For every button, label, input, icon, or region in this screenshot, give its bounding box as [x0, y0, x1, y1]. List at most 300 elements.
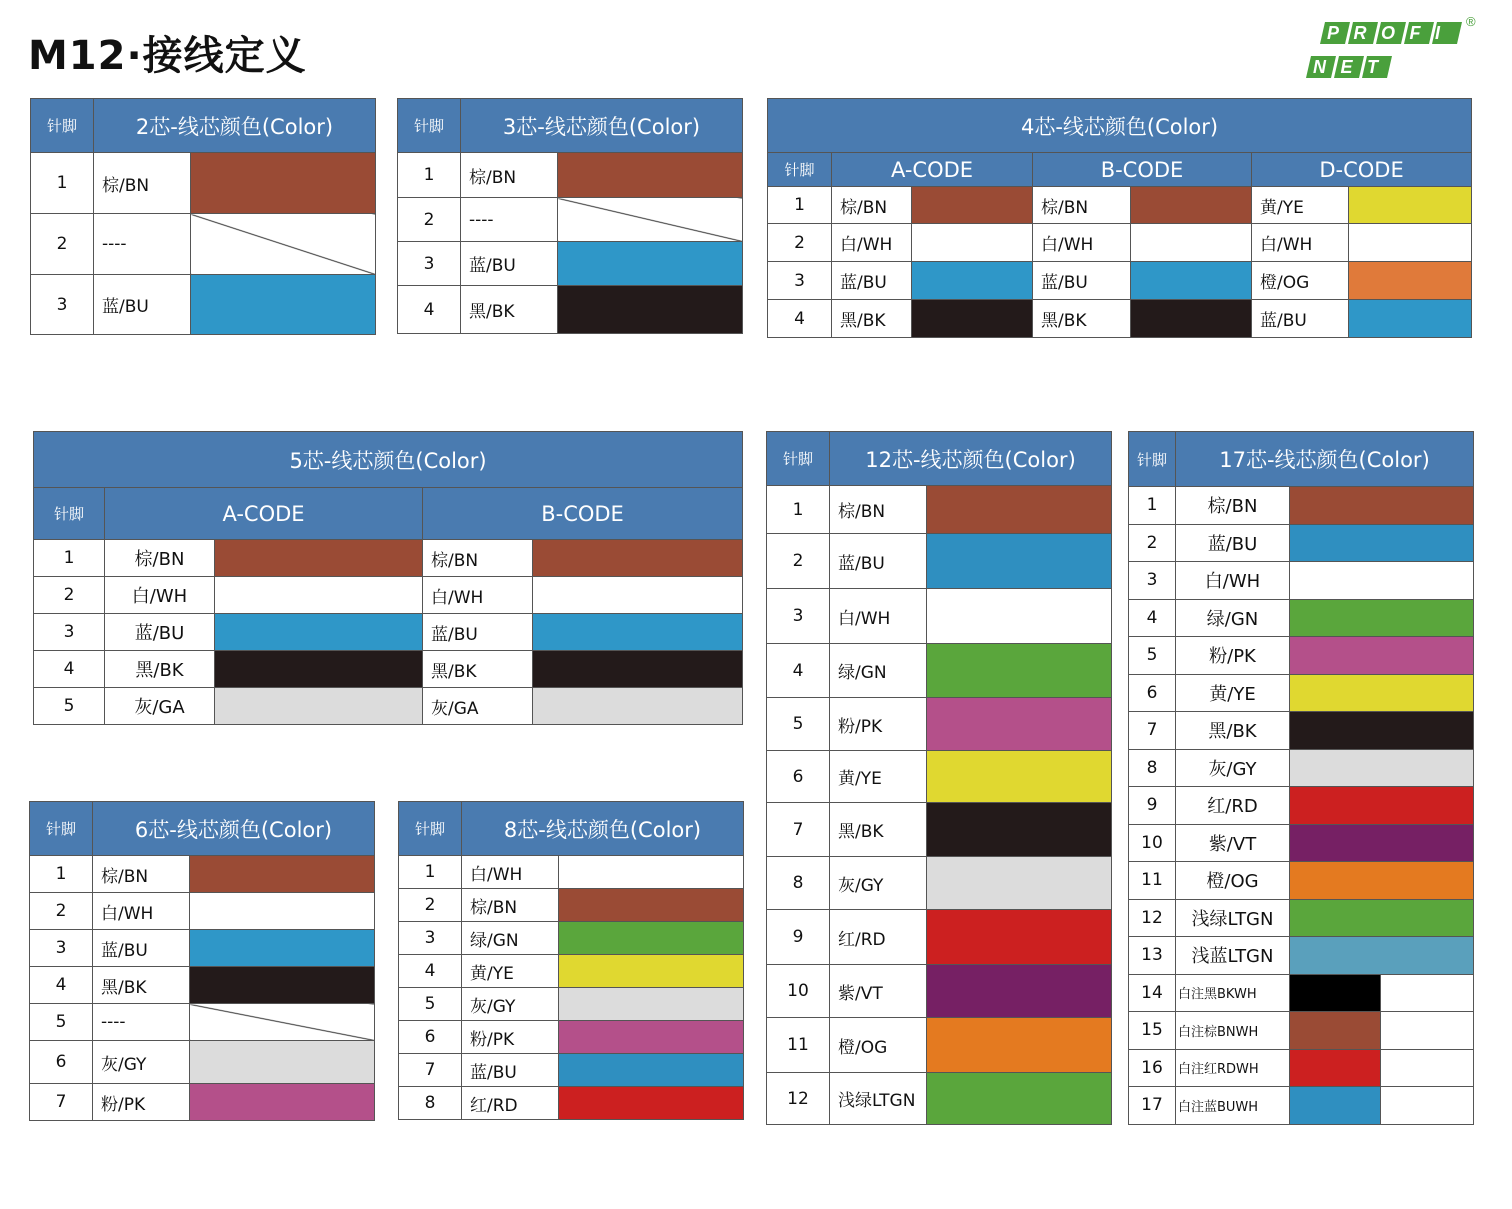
wire-color-label: 红/RD — [1176, 787, 1290, 825]
pin-number: 8 — [399, 1087, 462, 1120]
table-title: 2芯-线芯颜色(Color) — [94, 99, 376, 153]
table-row — [34, 577, 743, 614]
table-row — [30, 967, 375, 1004]
wire-color-swatch — [1290, 974, 1381, 1012]
table-row — [34, 651, 743, 688]
b-code-swatch — [533, 688, 743, 725]
table-row — [30, 1004, 375, 1041]
wire-color-label: 蓝/BU — [1176, 524, 1290, 562]
table-row — [399, 889, 744, 922]
a-code-swatch — [215, 540, 423, 577]
white-stripe-swatch — [1381, 1087, 1474, 1125]
table-row — [1129, 862, 1474, 900]
pin-number: 2 — [768, 224, 832, 262]
wire-color-swatch — [190, 893, 375, 930]
table-title: 8芯-线芯颜色(Color) — [462, 802, 744, 856]
table-row — [767, 751, 1112, 803]
pin-number: 6 — [1129, 674, 1176, 712]
pin-number: 3 — [31, 275, 94, 335]
table-row — [398, 198, 743, 242]
table-row — [1129, 1049, 1474, 1087]
table-17-core — [1128, 431, 1474, 1125]
wire-color-swatch — [927, 751, 1112, 803]
wire-color-label: 棕/BN — [830, 486, 927, 534]
table-row — [1129, 787, 1474, 825]
table-row — [34, 614, 743, 651]
pin-header: 针脚 — [1129, 432, 1176, 487]
wire-color-swatch — [191, 275, 376, 335]
wire-color-swatch — [1290, 562, 1474, 600]
d-code-swatch — [1349, 187, 1472, 224]
wire-color-label: 浅绿LTGN — [1176, 899, 1290, 937]
logo-text-top: PROFI — [1327, 23, 1455, 43]
pin-number: 7 — [30, 1084, 93, 1121]
pin-number: 12 — [767, 1073, 830, 1125]
wire-color-swatch — [190, 856, 375, 893]
wire-color-label: 绿/GN — [1176, 599, 1290, 637]
pin-number: 3 — [399, 922, 462, 955]
table-row — [30, 893, 375, 930]
pin-number: 10 — [1129, 824, 1176, 862]
wire-color-label: 黑/BK — [830, 803, 927, 857]
wire-color-swatch — [1290, 674, 1474, 712]
pin-number: 4 — [399, 955, 462, 988]
pin-number: 6 — [399, 1021, 462, 1054]
table-row — [399, 1054, 744, 1087]
code-header-b: B-CODE — [423, 488, 743, 540]
pin-header: 针脚 — [768, 153, 832, 187]
wire-color-swatch — [559, 1087, 744, 1120]
pin-number: 4 — [398, 286, 461, 334]
table-6-core — [29, 801, 375, 1121]
b-code-label: 白/WH — [423, 577, 533, 614]
table-row — [34, 688, 743, 725]
a-code-swatch — [215, 651, 423, 688]
code-header-a: A-CODE — [832, 153, 1033, 187]
pin-number: 8 — [767, 857, 830, 910]
b-code-swatch — [533, 540, 743, 577]
a-code-label: 黑/BK — [832, 300, 912, 338]
pin-number: 2 — [31, 214, 94, 275]
table-row — [30, 856, 375, 893]
table-row — [767, 803, 1112, 857]
wire-color-swatch — [927, 534, 1112, 589]
wire-color-label: 紫/VT — [830, 965, 927, 1018]
table-row — [399, 856, 744, 889]
wire-color-swatch — [1290, 712, 1474, 750]
wire-color-label: 白注黑BKWH — [1176, 974, 1290, 1012]
wire-color-swatch — [558, 242, 743, 286]
wire-color-swatch — [1290, 524, 1474, 562]
wire-color-label: 黄/YE — [830, 751, 927, 803]
wire-color-label: 绿/GN — [462, 922, 559, 955]
table-row — [1129, 562, 1474, 600]
wire-color-swatch — [1290, 1087, 1381, 1125]
table-row — [1129, 899, 1474, 937]
wire-color-label: 粉/PK — [830, 698, 927, 751]
pin-number: 2 — [398, 198, 461, 242]
wire-color-label: 白/WH — [462, 856, 559, 889]
wire-color-swatch — [559, 889, 744, 922]
table-row — [31, 275, 376, 335]
pin-number: 1 — [768, 187, 832, 224]
wire-color-label: 黄/YE — [1176, 674, 1290, 712]
table-row — [767, 1018, 1112, 1073]
a-code-label: 黑/BK — [105, 651, 215, 688]
wire-color-swatch — [190, 930, 375, 967]
wire-color-label: 橙/OG — [1176, 862, 1290, 900]
b-code-label: 棕/BN — [1033, 187, 1131, 224]
table-title: 5芯-线芯颜色(Color) — [34, 432, 743, 488]
b-code-label: 黑/BK — [1033, 300, 1131, 338]
table-row — [768, 262, 1472, 300]
wire-color-label: 红/RD — [462, 1087, 559, 1120]
wire-color-swatch — [558, 286, 743, 334]
table-row — [399, 922, 744, 955]
pin-number: 2 — [34, 577, 105, 614]
a-code-label: 棕/BN — [832, 187, 912, 224]
pin-number: 4 — [1129, 599, 1176, 637]
pin-number: 2 — [30, 893, 93, 930]
wire-color-label: 蓝/BU — [461, 242, 558, 286]
b-code-swatch — [1131, 300, 1252, 338]
b-code-swatch — [533, 614, 743, 651]
a-code-label: 蓝/BU — [105, 614, 215, 651]
pin-number: 3 — [1129, 562, 1176, 600]
wire-color-swatch — [559, 955, 744, 988]
table-row — [30, 1041, 375, 1084]
wire-color-swatch — [1290, 787, 1474, 825]
table-row — [767, 1073, 1112, 1125]
pin-number: 5 — [1129, 637, 1176, 675]
a-code-label: 灰/GA — [105, 688, 215, 725]
wire-color-swatch — [927, 589, 1112, 644]
pin-number: 7 — [399, 1054, 462, 1087]
b-code-label: 蓝/BU — [423, 614, 533, 651]
d-code-swatch — [1349, 300, 1472, 338]
pin-number: 1 — [31, 153, 94, 214]
table-row — [399, 1087, 744, 1120]
d-code-label: 黄/YE — [1252, 187, 1349, 224]
pin-number: 4 — [34, 651, 105, 688]
table-row — [399, 988, 744, 1021]
table-row — [31, 153, 376, 214]
page-title: M12·接线定义 — [28, 33, 307, 79]
pin-number: 4 — [30, 967, 93, 1004]
table-8-core — [398, 801, 744, 1120]
wire-color-label: 棕/BN — [461, 153, 558, 198]
wire-color-swatch — [927, 698, 1112, 751]
wire-color-swatch — [927, 857, 1112, 910]
pin-number: 5 — [399, 988, 462, 1021]
table-row — [399, 1021, 744, 1054]
wire-color-label: ---- — [94, 214, 191, 275]
registered-mark: ® — [1466, 14, 1476, 29]
pin-number: 8 — [1129, 749, 1176, 787]
wire-color-swatch — [927, 1018, 1112, 1073]
pin-number: 3 — [30, 930, 93, 967]
wire-color-label: 白/WH — [1176, 562, 1290, 600]
table-row — [767, 857, 1112, 910]
table-row — [398, 286, 743, 334]
table-row — [30, 1084, 375, 1121]
pin-number: 1 — [399, 856, 462, 889]
pin-number: 7 — [1129, 712, 1176, 750]
pin-number: 14 — [1129, 974, 1176, 1012]
pin-number: 1 — [34, 540, 105, 577]
wire-color-label: 蓝/BU — [93, 930, 190, 967]
wire-color-swatch — [1290, 824, 1474, 862]
wire-color-swatch — [927, 486, 1112, 534]
wire-color-label: 棕/BN — [94, 153, 191, 214]
pin-number: 13 — [1129, 937, 1176, 975]
pin-number: 11 — [1129, 862, 1176, 900]
table-title: 6芯-线芯颜色(Color) — [93, 802, 375, 856]
table-row — [768, 224, 1472, 262]
wire-color-label: 黑/BK — [461, 286, 558, 334]
table-3-core — [397, 98, 743, 334]
table-row — [1129, 674, 1474, 712]
pin-number: 6 — [30, 1041, 93, 1084]
pin-number: 10 — [767, 965, 830, 1018]
table-4-core — [767, 98, 1472, 338]
table-12-core — [766, 431, 1112, 1125]
wire-color-label: 浅蓝LTGN — [1176, 937, 1290, 975]
table-row — [767, 486, 1112, 534]
pin-number: 2 — [1129, 524, 1176, 562]
pin-number: 17 — [1129, 1087, 1176, 1125]
code-header-d: D-CODE — [1252, 153, 1472, 187]
pin-number: 2 — [399, 889, 462, 922]
pin-number: 1 — [767, 486, 830, 534]
wire-color-label: 粉/PK — [1176, 637, 1290, 675]
table-row — [30, 930, 375, 967]
wire-color-label: 黑/BK — [1176, 712, 1290, 750]
pin-number: 5 — [30, 1004, 93, 1041]
pin-header: 针脚 — [31, 99, 94, 153]
wire-color-label: 蓝/BU — [94, 275, 191, 335]
d-code-label: 白/WH — [1252, 224, 1349, 262]
table-row — [31, 214, 376, 275]
pin-number: 15 — [1129, 1012, 1176, 1050]
wire-color-swatch — [559, 922, 744, 955]
b-code-label: 蓝/BU — [1033, 262, 1131, 300]
pin-number: 5 — [34, 688, 105, 725]
a-code-swatch — [912, 224, 1033, 262]
pin-number: 4 — [767, 644, 830, 698]
table-row — [767, 698, 1112, 751]
pin-number: 6 — [767, 751, 830, 803]
wire-color-swatch — [558, 198, 743, 242]
wire-color-label: 棕/BN — [93, 856, 190, 893]
wire-color-label: 灰/GY — [93, 1041, 190, 1084]
d-code-label: 橙/OG — [1252, 262, 1349, 300]
wire-color-swatch — [559, 1021, 744, 1054]
pin-header: 针脚 — [767, 432, 830, 486]
wire-color-swatch — [559, 988, 744, 1021]
wire-color-label: 绿/GN — [830, 644, 927, 698]
table-row — [34, 540, 743, 577]
pin-header: 针脚 — [30, 802, 93, 856]
wire-color-label: 紫/VT — [1176, 824, 1290, 862]
a-code-label: 白/WH — [832, 224, 912, 262]
wire-color-label: 橙/OG — [830, 1018, 927, 1073]
wire-color-swatch — [191, 214, 376, 275]
wire-color-swatch — [927, 803, 1112, 857]
table-row — [767, 589, 1112, 644]
table-row — [767, 534, 1112, 589]
code-header-a: A-CODE — [105, 488, 423, 540]
a-code-label: 白/WH — [105, 577, 215, 614]
wire-color-label: 白/WH — [93, 893, 190, 930]
b-code-label: 黑/BK — [423, 651, 533, 688]
wire-color-label: 白注棕BNWH — [1176, 1012, 1290, 1050]
table-row — [767, 644, 1112, 698]
d-code-label: 蓝/BU — [1252, 300, 1349, 338]
a-code-swatch — [912, 262, 1033, 300]
wire-color-swatch — [1290, 637, 1474, 675]
pin-number: 12 — [1129, 899, 1176, 937]
pin-number: 5 — [767, 698, 830, 751]
wire-color-swatch — [1290, 1049, 1381, 1087]
wire-color-swatch — [1290, 1012, 1381, 1050]
table-row — [1129, 824, 1474, 862]
wire-color-swatch — [559, 1054, 744, 1087]
profinet-logo — [1300, 12, 1478, 84]
wire-color-swatch — [190, 1041, 375, 1084]
table-5-core — [33, 431, 743, 725]
wire-color-label: 白注红RDWH — [1176, 1049, 1290, 1087]
a-code-swatch — [215, 614, 423, 651]
a-code-swatch — [912, 187, 1033, 224]
b-code-swatch — [1131, 262, 1252, 300]
white-stripe-swatch — [1381, 974, 1474, 1012]
wire-color-label: 棕/BN — [462, 889, 559, 922]
b-code-label: 棕/BN — [423, 540, 533, 577]
table-row — [1129, 487, 1474, 525]
wire-color-swatch — [1290, 937, 1474, 975]
wire-color-swatch — [559, 856, 744, 889]
table-row — [1129, 937, 1474, 975]
pin-number: 1 — [1129, 487, 1176, 525]
table-row — [768, 187, 1472, 224]
table-row — [398, 153, 743, 198]
table-row — [1129, 524, 1474, 562]
a-code-swatch — [912, 300, 1033, 338]
pin-number: 1 — [398, 153, 461, 198]
wire-color-label: 灰/GY — [1176, 749, 1290, 787]
b-code-swatch — [1131, 187, 1252, 224]
table-title: 12芯-线芯颜色(Color) — [830, 432, 1112, 486]
table-row — [399, 955, 744, 988]
wire-color-label: 棕/BN — [1176, 487, 1290, 525]
pin-number: 4 — [768, 300, 832, 338]
pin-number: 9 — [1129, 787, 1176, 825]
table-title: 4芯-线芯颜色(Color) — [768, 99, 1472, 153]
wire-color-swatch — [927, 1073, 1112, 1125]
wire-color-swatch — [190, 1084, 375, 1121]
pin-number: 3 — [34, 614, 105, 651]
wire-color-label: ---- — [461, 198, 558, 242]
wire-color-label: 灰/GY — [462, 988, 559, 1021]
table-title: 3芯-线芯颜色(Color) — [461, 99, 743, 153]
table-row — [767, 965, 1112, 1018]
d-code-swatch — [1349, 224, 1472, 262]
logo-text-bottom: NET — [1313, 57, 1393, 77]
table-row — [1129, 1012, 1474, 1050]
b-code-label: 白/WH — [1033, 224, 1131, 262]
wire-color-swatch — [1290, 862, 1474, 900]
b-code-swatch — [533, 577, 743, 614]
b-code-swatch — [1131, 224, 1252, 262]
wire-color-label: 粉/PK — [93, 1084, 190, 1121]
table-row — [1129, 749, 1474, 787]
table-row — [1129, 974, 1474, 1012]
wire-color-label: 白注蓝BUWH — [1176, 1087, 1290, 1125]
pin-header: 针脚 — [34, 488, 105, 540]
pin-number: 3 — [398, 242, 461, 286]
wire-color-label: 红/RD — [830, 910, 927, 965]
b-code-label: 灰/GA — [423, 688, 533, 725]
table-row — [767, 910, 1112, 965]
wire-color-swatch — [1290, 749, 1474, 787]
wire-color-swatch — [927, 910, 1112, 965]
wire-color-swatch — [190, 967, 375, 1004]
wire-color-swatch — [191, 153, 376, 214]
wire-color-label: 蓝/BU — [830, 534, 927, 589]
wire-color-label: 浅绿LTGN — [830, 1073, 927, 1125]
wire-color-swatch — [927, 644, 1112, 698]
a-code-label: 蓝/BU — [832, 262, 912, 300]
table-row — [768, 300, 1472, 338]
table-row — [1129, 599, 1474, 637]
code-header-b: B-CODE — [1033, 153, 1252, 187]
wire-color-label: 黑/BK — [93, 967, 190, 1004]
a-code-swatch — [215, 688, 423, 725]
wire-color-swatch — [1290, 899, 1474, 937]
wire-color-swatch — [558, 153, 743, 198]
wire-color-label: 蓝/BU — [462, 1054, 559, 1087]
table-row — [1129, 637, 1474, 675]
pin-header: 针脚 — [399, 802, 462, 856]
d-code-swatch — [1349, 262, 1472, 300]
table-row — [1129, 712, 1474, 750]
pin-number: 16 — [1129, 1049, 1176, 1087]
wire-color-label: ---- — [93, 1004, 190, 1041]
wire-color-label: 粉/PK — [462, 1021, 559, 1054]
a-code-label: 棕/BN — [105, 540, 215, 577]
wire-color-label: 白/WH — [830, 589, 927, 644]
pin-number: 11 — [767, 1018, 830, 1073]
wire-color-label: 黄/YE — [462, 955, 559, 988]
table-2-core — [30, 98, 376, 335]
pin-number: 2 — [767, 534, 830, 589]
pin-number: 3 — [768, 262, 832, 300]
table-row — [1129, 1087, 1474, 1125]
pin-number: 9 — [767, 910, 830, 965]
a-code-swatch — [215, 577, 423, 614]
wire-color-swatch — [190, 1004, 375, 1041]
wire-color-swatch — [927, 965, 1112, 1018]
table-row — [398, 242, 743, 286]
table-title: 17芯-线芯颜色(Color) — [1176, 432, 1474, 487]
wire-color-label: 灰/GY — [830, 857, 927, 910]
wire-color-swatch — [1290, 599, 1474, 637]
pin-number: 7 — [767, 803, 830, 857]
white-stripe-swatch — [1381, 1049, 1474, 1087]
wire-color-swatch — [1290, 487, 1474, 525]
pin-header: 针脚 — [398, 99, 461, 153]
